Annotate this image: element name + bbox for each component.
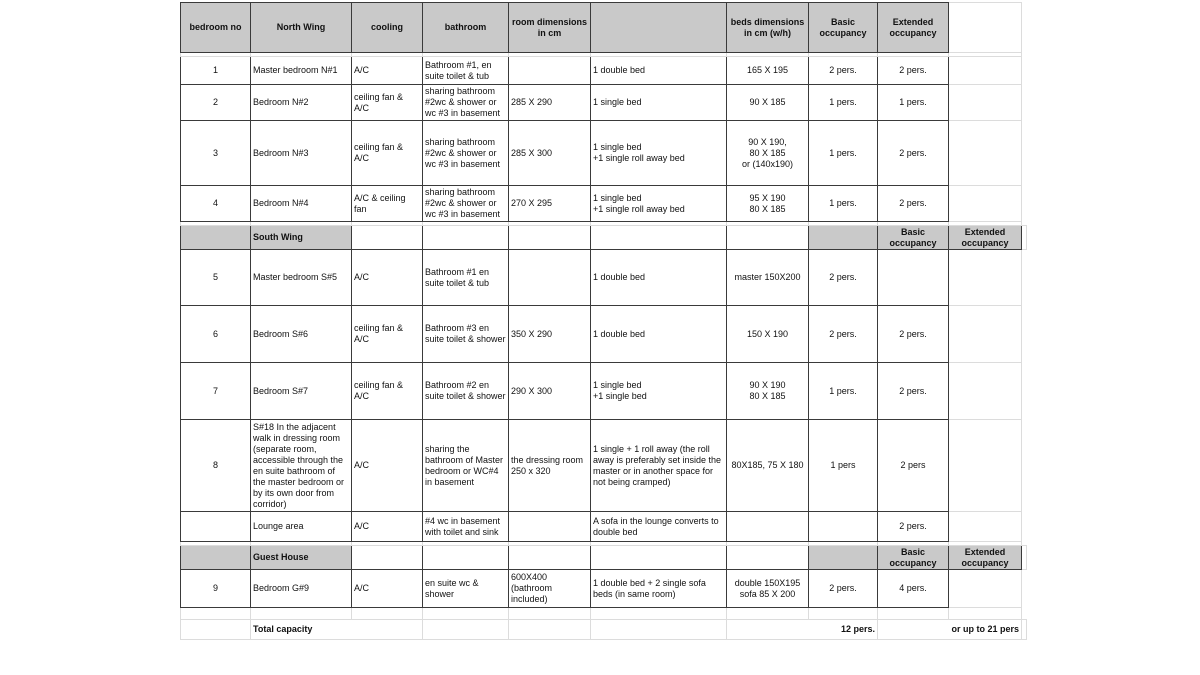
section-header-row	[181, 546, 1027, 570]
header-blank	[591, 3, 727, 53]
header-extended-occupancy: Extended occupancy	[878, 3, 949, 53]
bathroom-cell: #4 wc in basement with toilet and sink	[423, 512, 509, 542]
bed-cell: A sofa in the lounge converts to double bed	[591, 512, 727, 542]
bedroom-no-cell	[181, 512, 251, 542]
cooling-cell: ceiling fan & A/C	[352, 121, 423, 186]
extended-occupancy-cell: 2 pers	[878, 420, 949, 512]
bathroom-cell: en suite wc & shower	[423, 570, 509, 608]
empty-cell	[181, 620, 251, 640]
basic-occupancy-cell: 1 pers.	[809, 85, 878, 121]
header-row	[181, 3, 1027, 53]
cooling-cell: A/C	[352, 512, 423, 542]
empty-cell	[423, 608, 509, 620]
section-basic-occupancy: Basic occupancy	[878, 226, 949, 250]
room-row	[181, 57, 1027, 85]
empty-cell	[809, 608, 878, 620]
extended-occupancy-cell: 2 pers.	[878, 186, 949, 222]
bedroom-no-cell: 5	[181, 250, 251, 306]
section-blank-cell	[181, 546, 251, 570]
extended-occupancy-cell: 2 pers.	[878, 363, 949, 420]
spacer-row	[181, 608, 1027, 620]
extended-occupancy-cell: 2 pers.	[878, 57, 949, 85]
basic-occupancy-cell	[809, 512, 878, 542]
header-bedroom-no: bedroom no	[181, 3, 251, 53]
bed-dimensions-cell	[727, 512, 809, 542]
bed-cell: 1 single bed +1 single roll away bed	[591, 121, 727, 186]
cooling-cell: A/C	[352, 57, 423, 85]
room-name-cell: Master bedroom S#5	[251, 250, 352, 306]
bed-dimensions-cell: double 150X195 sofa 85 X 200	[727, 570, 809, 608]
section-blank-cell	[591, 226, 727, 250]
bedroom-no-cell: 1	[181, 57, 251, 85]
empty-cell	[949, 306, 1022, 363]
room-row	[181, 250, 1027, 306]
empty-cell	[352, 608, 423, 620]
room-name-cell: Bedroom S#6	[251, 306, 352, 363]
bed-dimensions-cell: master 150X200	[727, 250, 809, 306]
cooling-cell: A/C	[352, 570, 423, 608]
bed-cell: 1 single bed	[591, 85, 727, 121]
empty-cell	[949, 512, 1022, 542]
room-name-cell: Bedroom S#7	[251, 363, 352, 420]
cooling-cell: ceiling fan & A/C	[352, 85, 423, 121]
basic-occupancy-cell: 1 pers.	[809, 121, 878, 186]
empty-cell	[878, 608, 949, 620]
section-extended-occupancy: Extended occupancy	[949, 226, 1022, 250]
empty-cell	[509, 608, 591, 620]
room-dimensions-cell: 600X400 (bathroom included)	[509, 570, 591, 608]
empty-cell	[1022, 546, 1027, 570]
empty-cell	[181, 608, 251, 620]
room-row	[181, 121, 1027, 186]
basic-occupancy-cell: 1 pers	[809, 420, 878, 512]
total-row	[181, 620, 1027, 640]
basic-occupancy-cell: 1 pers.	[809, 363, 878, 420]
header-basic-occupancy: Basic occupancy	[809, 3, 878, 53]
bed-dimensions-cell: 95 X 190 80 X 185	[727, 186, 809, 222]
section-blank-cell	[423, 226, 509, 250]
section-blank-cell	[181, 226, 251, 250]
section-basic-occupancy: Basic occupancy	[878, 546, 949, 570]
bed-cell: 1 double bed + 2 single sofa beds (in same room)	[591, 570, 727, 608]
section-blank-cell	[727, 226, 809, 250]
room-row	[181, 306, 1027, 363]
empty-cell	[949, 420, 1022, 512]
empty-cell	[251, 608, 352, 620]
room-name-cell: S#18 In the adjacent walk in dressing room (separate room, accessible through the en suite bathroom of the master bedroom or by its own door from corridor)	[251, 420, 352, 512]
basic-occupancy-cell: 1 pers.	[809, 186, 878, 222]
empty-cell	[591, 620, 727, 640]
occupancy-table	[180, 2, 1027, 640]
empty-cell	[949, 570, 1022, 608]
section-blank-cell	[509, 226, 591, 250]
header-room-dimensions: room dimensions in cm	[509, 3, 591, 53]
room-name-cell: Bedroom N#2	[251, 85, 352, 121]
bed-cell: 1 single bed +1 single bed	[591, 363, 727, 420]
bathroom-cell: sharing bathroom #2wc & shower or wc #3 in basement	[423, 186, 509, 222]
empty-cell	[949, 363, 1022, 420]
basic-occupancy-cell: 2 pers.	[809, 306, 878, 363]
bathroom-cell: Bathroom #1, en suite toilet & tub	[423, 57, 509, 85]
basic-occupancy-cell: 2 pers.	[809, 57, 878, 85]
room-name-cell: Master bedroom N#1	[251, 57, 352, 85]
room-name-cell: Bedroom N#4	[251, 186, 352, 222]
section-extended-occupancy: Extended occupancy	[949, 546, 1022, 570]
bed-cell: 1 single bed +1 single roll away bed	[591, 186, 727, 222]
empty-cell	[949, 250, 1022, 306]
room-name-cell: Bedroom N#3	[251, 121, 352, 186]
bedroom-no-cell: 4	[181, 186, 251, 222]
room-row	[181, 570, 1027, 608]
room-dimensions-cell	[509, 57, 591, 85]
extended-occupancy-cell: 4 pers.	[878, 570, 949, 608]
extended-occupancy-cell: 1 pers.	[878, 85, 949, 121]
section-blank-cell	[423, 546, 509, 570]
bedroom-no-cell: 6	[181, 306, 251, 363]
room-dimensions-cell: 285 X 290	[509, 85, 591, 121]
spreadsheet	[180, 2, 1027, 640]
header-north-wing: North Wing	[251, 3, 352, 53]
bathroom-cell: Bathroom #3 en suite toilet & shower	[423, 306, 509, 363]
cooling-cell: ceiling fan & A/C	[352, 306, 423, 363]
total-basic-capacity: 12 pers.	[727, 620, 878, 640]
section-blank-cell	[509, 546, 591, 570]
section-blank-cell	[352, 226, 423, 250]
extended-occupancy-cell: 2 pers.	[878, 121, 949, 186]
bathroom-cell: Bathroom #2 en suite toilet & shower	[423, 363, 509, 420]
total-label: Total capacity	[251, 620, 423, 640]
empty-cell	[727, 608, 809, 620]
bed-cell: 1 double bed	[591, 250, 727, 306]
basic-occupancy-cell: 2 pers.	[809, 570, 878, 608]
total-extended-capacity: or up to 21 pers	[878, 620, 1022, 640]
empty-cell	[1022, 620, 1027, 640]
extended-occupancy-cell: 2 pers.	[878, 512, 949, 542]
room-dimensions-cell: 270 X 295	[509, 186, 591, 222]
basic-occupancy-cell: 2 pers.	[809, 250, 878, 306]
cooling-cell: A/C & ceiling fan	[352, 186, 423, 222]
room-dimensions-cell: 285 X 300	[509, 121, 591, 186]
bathroom-cell: sharing bathroom #2wc & shower or wc #3 in basement	[423, 121, 509, 186]
extended-occupancy-cell: 2 pers.	[878, 306, 949, 363]
empty-cell	[949, 57, 1022, 85]
room-row	[181, 186, 1027, 222]
bed-cell: 1 double bed	[591, 306, 727, 363]
bedroom-no-cell: 7	[181, 363, 251, 420]
bedroom-no-cell: 3	[181, 121, 251, 186]
room-dimensions-cell	[509, 512, 591, 542]
section-header-row	[181, 226, 1027, 250]
bedroom-no-cell: 2	[181, 85, 251, 121]
empty-cell	[423, 620, 509, 640]
extended-occupancy-cell	[878, 250, 949, 306]
room-name-cell: Lounge area	[251, 512, 352, 542]
empty-cell	[591, 608, 727, 620]
bathroom-cell: sharing the bathroom of Master bedroom or WC#4 in basement	[423, 420, 509, 512]
bed-dimensions-cell: 90 X 190 80 X 185	[727, 363, 809, 420]
room-dimensions-cell	[509, 250, 591, 306]
section-blank-cell	[727, 546, 809, 570]
bed-dimensions-cell: 90 X 190, 80 X 185 or (140x190)	[727, 121, 809, 186]
empty-cell	[949, 121, 1022, 186]
header-cooling: cooling	[352, 3, 423, 53]
empty-cell	[1022, 226, 1027, 250]
section-title: Guest House	[251, 546, 352, 570]
room-dimensions-cell: 290 X 300	[509, 363, 591, 420]
empty-cell	[949, 186, 1022, 222]
section-blank-cell	[352, 546, 423, 570]
cooling-cell: ceiling fan & A/C	[352, 363, 423, 420]
empty-cell	[949, 85, 1022, 121]
bedroom-no-cell: 9	[181, 570, 251, 608]
room-name-cell: Bedroom G#9	[251, 570, 352, 608]
section-blank-cell	[809, 546, 878, 570]
room-dimensions-cell: 350 X 290	[509, 306, 591, 363]
empty-cell	[949, 608, 1022, 620]
room-row	[181, 85, 1027, 121]
room-row	[181, 512, 1027, 542]
header-bathroom: bathroom	[423, 3, 509, 53]
cooling-cell: A/C	[352, 420, 423, 512]
header-beds-dimensions: beds dimensions in cm (w/h)	[727, 3, 809, 53]
bed-dimensions-cell: 90 X 185	[727, 85, 809, 121]
bed-dimensions-cell: 150 X 190	[727, 306, 809, 363]
bed-dimensions-cell: 80X185, 75 X 180	[727, 420, 809, 512]
room-row	[181, 420, 1027, 512]
room-row	[181, 363, 1027, 420]
bathroom-cell: sharing bathroom #2wc & shower or wc #3 in basement	[423, 85, 509, 121]
empty-cell	[949, 3, 1022, 53]
cooling-cell: A/C	[352, 250, 423, 306]
room-dimensions-cell: the dressing room 250 x 320	[509, 420, 591, 512]
section-title: South Wing	[251, 226, 352, 250]
bed-dimensions-cell: 165 X 195	[727, 57, 809, 85]
section-blank-cell	[591, 546, 727, 570]
bedroom-no-cell: 8	[181, 420, 251, 512]
bathroom-cell: Bathroom #1 en suite toilet & tub	[423, 250, 509, 306]
empty-cell	[509, 620, 591, 640]
bed-cell: 1 single + 1 roll away (the roll away is preferably set inside the master or in another space for not being cramped)	[591, 420, 727, 512]
section-blank-cell	[809, 226, 878, 250]
bed-cell: 1 double bed	[591, 57, 727, 85]
